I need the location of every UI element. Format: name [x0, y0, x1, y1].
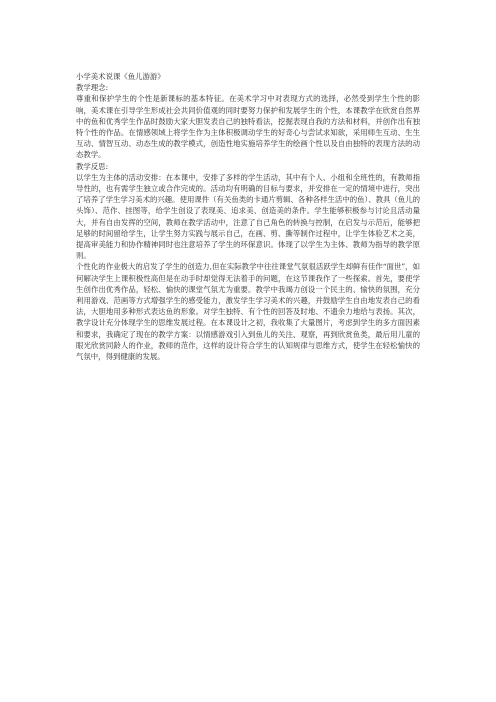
- document-page: [76, 71, 420, 362]
- heading-teaching-reflection: 教学反思:: [76, 161, 109, 171]
- paragraph-reflection-activities: 以学生为主体的活动安排：在本课中，安排了多样的学生活动，其中有个人、小组和全班性的，有教师指导性的，也有需学生独立或合作完成的。活动均有明确的目标与要求，并安排在一定的情境中进行，突出了培养了学生学习美术的兴趣。使用课件（有关鱼类的卡通片剪辑、各种各样生活中的鱼）、教具（鱼儿的头饰）、范作、挂图等，给学生创设了表现美、追求美、创造美的条件。学生能够积极参与讨论且活动量大，并有自由发挥的空间，教师在教学活动中，注意了自己角色的转换与控制，在启发与示范后，能够把足够的时间留给学生，让学生努力实践与展示自己，在画、剪、撕等制作过程中，让学生体验艺术之美，提高审美能力和协作精神同时也注意培养了学生的环保意识。体现了以学生为主体、教师为指导的教学原则。: [76, 172, 420, 261]
- heading-teaching-concept: 教学理念:: [76, 83, 109, 93]
- document-title: 小学美术说课《鱼儿游游》: [76, 72, 165, 81]
- paragraph-reflection-creativity: 个性化的作业极大的启发了学生的创造力,但在实际教学中往往课堂气氛很活跃学生却鲜有佳作“面世”，如何解决学生上课积极性高但是在动手时却觉得无法着手的问题，在这节课我作了一些探索。首先，要使学生创作出优秀作品，轻松、愉快的课堂气氛尤为重要。教学中我竭力创设一个民主的、愉快的氛围，充分利用游戏、范画等方式增强学生的感受能力，激发学生学习美术的兴趣，并鼓励学生自由地发表自己的看法，大胆地用多种形式表达鱼的形象。对学生独特、有个性的回答及时地、不遗余力地给与表扬。其次，教学设计充分体现学生的思维发展过程。在本课设计之初，我收集了大量图片，考虑到学生的多方面因素和要求，我确定了现在的教学方案：以情感游戏引入到鱼儿的关注、观察，再到欣赏鱼类，最后用儿童的眼光欣赏同龄人的作业，教师的范作，这样的设计符合学生的认知规律与思维方式，使学生在轻松愉快的气氛中，得到健康的发展。: [76, 262, 420, 362]
- paragraph-teaching-concept: 尊重和保护学生的个性是新课标的基本特征。在美术学习中对表现方式的选择，必然受到学生个性的影响，美术课在引导学生形成社会共同价值观的同时要努力保护和发展学生的个性，本课教学在欣赏自然界中的鱼和优秀学生作品时鼓励大家大胆发表自己的独特看法，挖掘表现自我的方法和材料，并创作出有独特个性的作品。在情感领域上将学生作为主体积极调动学生的好奇心与尝试求知欲，采用师生互动、生生互动、情智互动、动态生成的教学模式，创造性地实施培养学生的绘画个性以及自由独特的表现方法的动态教学。: [76, 94, 420, 160]
